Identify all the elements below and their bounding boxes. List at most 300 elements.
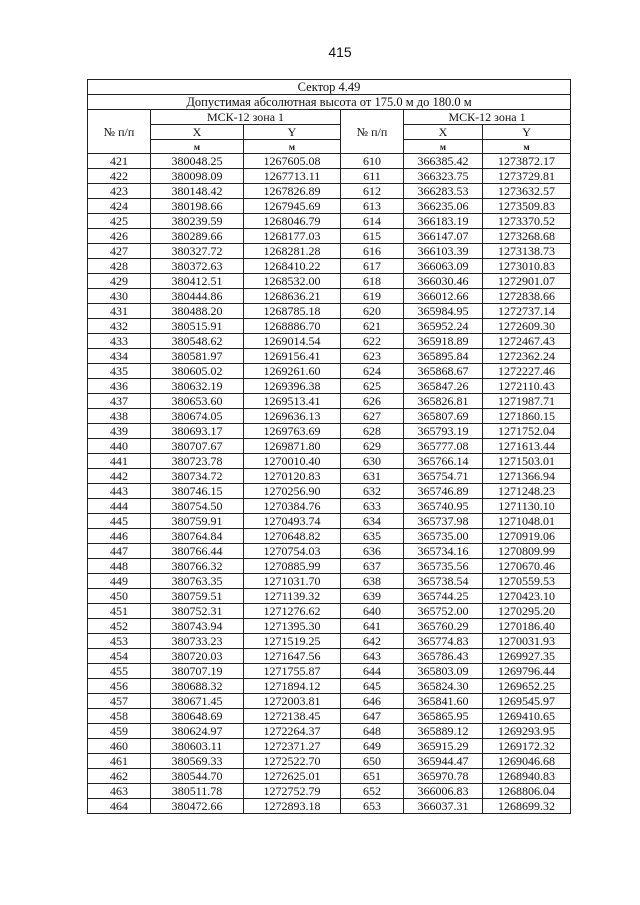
point-number-right: 631 xyxy=(341,469,404,484)
x-coordinate-right: 365737.98 xyxy=(404,514,483,529)
table-row xyxy=(88,724,571,739)
y-coordinate-right: 1272901.07 xyxy=(483,274,571,289)
x-coordinate-left: 380766.44 xyxy=(151,544,244,559)
point-number-left: 421 xyxy=(88,154,151,169)
x-coordinate-right: 365944.47 xyxy=(404,754,483,769)
y-coordinate-left: 1269513.41 xyxy=(244,394,341,409)
point-number-right: 647 xyxy=(341,709,404,724)
x-coordinate-right: 365895.84 xyxy=(404,349,483,364)
y-coordinate-left: 1267826.89 xyxy=(244,184,341,199)
x-coordinate-right: 365777.08 xyxy=(404,439,483,454)
y-coordinate-right: 1269410.65 xyxy=(483,709,571,724)
y-coordinate-right: 1270295.20 xyxy=(483,604,571,619)
x-coordinate-left: 380239.59 xyxy=(151,214,244,229)
y-coordinate-left: 1270648.82 xyxy=(244,529,341,544)
zone-header-left: МСК-12 зона 1 xyxy=(151,110,341,125)
point-number-left: 462 xyxy=(88,769,151,784)
point-number-right: 630 xyxy=(341,454,404,469)
table-row xyxy=(88,469,571,484)
y-coordinate-right: 1270919.06 xyxy=(483,529,571,544)
point-number-left: 457 xyxy=(88,694,151,709)
column-header-x-left: X xyxy=(151,125,244,140)
table-row xyxy=(88,574,571,589)
y-coordinate-left: 1269156.41 xyxy=(244,349,341,364)
table-row xyxy=(88,409,571,424)
y-coordinate-right: 1272362.24 xyxy=(483,349,571,364)
y-coordinate-right: 1272110.43 xyxy=(483,379,571,394)
y-coordinate-left: 1269763.69 xyxy=(244,424,341,439)
x-coordinate-left: 380754.50 xyxy=(151,499,244,514)
y-coordinate-right: 1273138.73 xyxy=(483,244,571,259)
point-number-right: 652 xyxy=(341,784,404,799)
x-coordinate-right: 366037.31 xyxy=(404,799,483,814)
table-row xyxy=(88,154,571,169)
point-number-left: 434 xyxy=(88,349,151,364)
y-coordinate-right: 1273632.57 xyxy=(483,184,571,199)
x-coordinate-right: 365824.30 xyxy=(404,679,483,694)
x-coordinate-left: 380707.67 xyxy=(151,439,244,454)
point-number-left: 426 xyxy=(88,229,151,244)
point-number-right: 618 xyxy=(341,274,404,289)
point-number-left: 443 xyxy=(88,484,151,499)
point-number-right: 640 xyxy=(341,604,404,619)
x-coordinate-right: 366030.46 xyxy=(404,274,483,289)
table-row xyxy=(88,634,571,649)
table-row xyxy=(88,649,571,664)
y-coordinate-left: 1272893.18 xyxy=(244,799,341,814)
y-coordinate-right: 1271860.15 xyxy=(483,409,571,424)
x-coordinate-left: 380734.72 xyxy=(151,469,244,484)
point-number-right: 638 xyxy=(341,574,404,589)
x-coordinate-right: 365793.19 xyxy=(404,424,483,439)
point-number-right: 635 xyxy=(341,529,404,544)
y-coordinate-left: 1272003.81 xyxy=(244,694,341,709)
point-number-left: 432 xyxy=(88,319,151,334)
table-row xyxy=(88,304,571,319)
point-number-left: 429 xyxy=(88,274,151,289)
x-coordinate-right: 366012.66 xyxy=(404,289,483,304)
x-coordinate-left: 380444.86 xyxy=(151,289,244,304)
unit-y-right: м xyxy=(483,140,571,154)
y-coordinate-left: 1269396.38 xyxy=(244,379,341,394)
table-row xyxy=(88,334,571,349)
point-number-right: 626 xyxy=(341,394,404,409)
x-coordinate-left: 380581.97 xyxy=(151,349,244,364)
point-number-right: 611 xyxy=(341,169,404,184)
x-coordinate-left: 380048.25 xyxy=(151,154,244,169)
x-coordinate-right: 365952.24 xyxy=(404,319,483,334)
table-row xyxy=(88,559,571,574)
y-coordinate-right: 1273268.68 xyxy=(483,229,571,244)
point-number-left: 449 xyxy=(88,574,151,589)
point-number-right: 620 xyxy=(341,304,404,319)
point-number-right: 644 xyxy=(341,664,404,679)
x-coordinate-right: 365760.29 xyxy=(404,619,483,634)
y-coordinate-right: 1269293.95 xyxy=(483,724,571,739)
point-number-left: 437 xyxy=(88,394,151,409)
y-coordinate-left: 1269871.80 xyxy=(244,439,341,454)
x-coordinate-left: 380198.66 xyxy=(151,199,244,214)
point-number-left: 447 xyxy=(88,544,151,559)
x-coordinate-right: 365754.71 xyxy=(404,469,483,484)
x-coordinate-left: 380733.23 xyxy=(151,634,244,649)
y-coordinate-left: 1269636.13 xyxy=(244,409,341,424)
x-coordinate-right: 365746.89 xyxy=(404,484,483,499)
unit-x-right: м xyxy=(404,140,483,154)
point-number-left: 433 xyxy=(88,334,151,349)
point-number-right: 645 xyxy=(341,679,404,694)
x-coordinate-right: 365766.14 xyxy=(404,454,483,469)
y-coordinate-right: 1270031.93 xyxy=(483,634,571,649)
y-coordinate-right: 1270186.40 xyxy=(483,619,571,634)
table-row xyxy=(88,184,571,199)
table-row xyxy=(88,484,571,499)
x-coordinate-left: 380548.62 xyxy=(151,334,244,349)
table-row xyxy=(88,214,571,229)
point-number-left: 464 xyxy=(88,799,151,814)
y-coordinate-left: 1272752.79 xyxy=(244,784,341,799)
x-coordinate-right: 365865.95 xyxy=(404,709,483,724)
point-number-right: 642 xyxy=(341,634,404,649)
point-number-left: 461 xyxy=(88,754,151,769)
y-coordinate-left: 1271755.87 xyxy=(244,664,341,679)
point-number-left: 430 xyxy=(88,289,151,304)
y-coordinate-right: 1269796.44 xyxy=(483,664,571,679)
table-row xyxy=(88,454,571,469)
table-row xyxy=(88,514,571,529)
x-coordinate-right: 365786.43 xyxy=(404,649,483,664)
x-coordinate-right: 365774.83 xyxy=(404,634,483,649)
x-coordinate-left: 380688.32 xyxy=(151,679,244,694)
point-number-left: 424 xyxy=(88,199,151,214)
point-number-left: 448 xyxy=(88,559,151,574)
y-coordinate-left: 1270384.76 xyxy=(244,499,341,514)
y-coordinate-left: 1270885.99 xyxy=(244,559,341,574)
y-coordinate-left: 1267945.69 xyxy=(244,199,341,214)
point-number-right: 612 xyxy=(341,184,404,199)
x-coordinate-left: 380720.03 xyxy=(151,649,244,664)
y-coordinate-left: 1272264.37 xyxy=(244,724,341,739)
x-coordinate-left: 380752.31 xyxy=(151,604,244,619)
table-row xyxy=(88,244,571,259)
x-coordinate-right: 366183.19 xyxy=(404,214,483,229)
column-header-y-left: Y xyxy=(244,125,341,140)
y-coordinate-right: 1272609.30 xyxy=(483,319,571,334)
y-coordinate-left: 1268410.22 xyxy=(244,259,341,274)
x-coordinate-left: 380472.66 xyxy=(151,799,244,814)
table-row xyxy=(88,709,571,724)
x-coordinate-right: 365735.00 xyxy=(404,529,483,544)
point-number-left: 441 xyxy=(88,454,151,469)
column-header-y-right: Y xyxy=(483,125,571,140)
x-coordinate-left: 380515.91 xyxy=(151,319,244,334)
table-row xyxy=(88,544,571,559)
y-coordinate-right: 1271752.04 xyxy=(483,424,571,439)
point-number-left: 422 xyxy=(88,169,151,184)
table-row xyxy=(88,229,571,244)
y-coordinate-right: 1269046.68 xyxy=(483,754,571,769)
point-number-left: 463 xyxy=(88,784,151,799)
y-coordinate-right: 1271503.01 xyxy=(483,454,571,469)
table-row xyxy=(88,694,571,709)
y-coordinate-left: 1272371.27 xyxy=(244,739,341,754)
x-coordinate-right: 365868.67 xyxy=(404,364,483,379)
column-header-np-left: № п/п xyxy=(88,110,151,154)
unit-y-left: м xyxy=(244,140,341,154)
x-coordinate-right: 365735.56 xyxy=(404,559,483,574)
y-coordinate-right: 1271048.01 xyxy=(483,514,571,529)
point-number-right: 648 xyxy=(341,724,404,739)
y-coordinate-left: 1270493.74 xyxy=(244,514,341,529)
x-coordinate-right: 365970.78 xyxy=(404,769,483,784)
y-coordinate-right: 1270423.10 xyxy=(483,589,571,604)
point-number-left: 425 xyxy=(88,214,151,229)
x-coordinate-right: 365738.54 xyxy=(404,574,483,589)
x-coordinate-right: 366063.09 xyxy=(404,259,483,274)
y-coordinate-right: 1268940.83 xyxy=(483,769,571,784)
point-number-right: 622 xyxy=(341,334,404,349)
y-coordinate-right: 1273872.17 xyxy=(483,154,571,169)
point-number-right: 636 xyxy=(341,544,404,559)
point-number-right: 619 xyxy=(341,289,404,304)
x-coordinate-right: 366006.83 xyxy=(404,784,483,799)
y-coordinate-right: 1271366.94 xyxy=(483,469,571,484)
y-coordinate-right: 1273010.83 xyxy=(483,259,571,274)
x-coordinate-right: 365826.81 xyxy=(404,394,483,409)
y-coordinate-right: 1272467.43 xyxy=(483,334,571,349)
y-coordinate-left: 1267605.08 xyxy=(244,154,341,169)
x-coordinate-left: 380289.66 xyxy=(151,229,244,244)
x-coordinate-right: 365847.26 xyxy=(404,379,483,394)
point-number-right: 641 xyxy=(341,619,404,634)
table-row xyxy=(88,424,571,439)
point-number-right: 651 xyxy=(341,769,404,784)
y-coordinate-right: 1270559.53 xyxy=(483,574,571,589)
table-row xyxy=(88,619,571,634)
y-coordinate-left: 1268532.00 xyxy=(244,274,341,289)
point-number-right: 629 xyxy=(341,439,404,454)
table-row xyxy=(88,349,571,364)
table-row xyxy=(88,769,571,784)
x-coordinate-left: 380624.97 xyxy=(151,724,244,739)
y-coordinate-left: 1268177.03 xyxy=(244,229,341,244)
column-header-x-right: X xyxy=(404,125,483,140)
y-coordinate-left: 1271139.32 xyxy=(244,589,341,604)
x-coordinate-left: 380671.45 xyxy=(151,694,244,709)
y-coordinate-left: 1270120.83 xyxy=(244,469,341,484)
point-number-left: 438 xyxy=(88,409,151,424)
point-number-left: 450 xyxy=(88,589,151,604)
column-header-np-right: № п/п xyxy=(341,110,404,154)
table-row xyxy=(88,169,571,184)
page-number: 415 xyxy=(328,44,352,60)
point-number-left: 439 xyxy=(88,424,151,439)
y-coordinate-left: 1272522.70 xyxy=(244,754,341,769)
point-number-left: 453 xyxy=(88,634,151,649)
x-coordinate-left: 380605.02 xyxy=(151,364,244,379)
x-coordinate-right: 366283.53 xyxy=(404,184,483,199)
x-coordinate-left: 380327.72 xyxy=(151,244,244,259)
point-number-right: 633 xyxy=(341,499,404,514)
table-row xyxy=(88,739,571,754)
point-number-left: 442 xyxy=(88,469,151,484)
point-number-left: 436 xyxy=(88,379,151,394)
point-number-right: 617 xyxy=(341,259,404,274)
x-coordinate-left: 380511.78 xyxy=(151,784,244,799)
x-coordinate-right: 365984.95 xyxy=(404,304,483,319)
x-coordinate-right: 366323.75 xyxy=(404,169,483,184)
x-coordinate-right: 365744.25 xyxy=(404,589,483,604)
point-number-right: 616 xyxy=(341,244,404,259)
table-row xyxy=(88,784,571,799)
x-coordinate-right: 365752.00 xyxy=(404,604,483,619)
point-number-left: 440 xyxy=(88,439,151,454)
point-number-right: 650 xyxy=(341,754,404,769)
table-row xyxy=(88,604,571,619)
point-number-left: 423 xyxy=(88,184,151,199)
y-coordinate-right: 1273509.83 xyxy=(483,199,571,214)
y-coordinate-right: 1270809.99 xyxy=(483,544,571,559)
point-number-left: 451 xyxy=(88,604,151,619)
point-number-left: 427 xyxy=(88,244,151,259)
x-coordinate-left: 380766.32 xyxy=(151,559,244,574)
y-coordinate-right: 1269545.97 xyxy=(483,694,571,709)
y-coordinate-left: 1271647.56 xyxy=(244,649,341,664)
table-row xyxy=(88,664,571,679)
point-number-right: 623 xyxy=(341,349,404,364)
x-coordinate-left: 380743.94 xyxy=(151,619,244,634)
point-number-right: 628 xyxy=(341,424,404,439)
unit-x-left: м xyxy=(151,140,244,154)
point-number-left: 460 xyxy=(88,739,151,754)
y-coordinate-left: 1271276.62 xyxy=(244,604,341,619)
table-row xyxy=(88,289,571,304)
point-number-left: 431 xyxy=(88,304,151,319)
table-row xyxy=(88,754,571,769)
y-coordinate-right: 1271130.10 xyxy=(483,499,571,514)
x-coordinate-right: 366147.07 xyxy=(404,229,483,244)
x-coordinate-left: 380653.60 xyxy=(151,394,244,409)
point-number-right: 646 xyxy=(341,694,404,709)
x-coordinate-right: 365841.60 xyxy=(404,694,483,709)
x-coordinate-left: 380544.70 xyxy=(151,769,244,784)
point-number-right: 613 xyxy=(341,199,404,214)
table-row xyxy=(88,799,571,814)
zone-header-right: МСК-12 зона 1 xyxy=(404,110,571,125)
table-body xyxy=(88,154,571,814)
point-number-right: 637 xyxy=(341,559,404,574)
table-row xyxy=(88,439,571,454)
y-coordinate-left: 1272138.45 xyxy=(244,709,341,724)
x-coordinate-right: 366385.42 xyxy=(404,154,483,169)
height-range: Допустимая абсолютная высота от 175.0 м до 180.0 м xyxy=(88,95,571,110)
x-coordinate-left: 380764.84 xyxy=(151,529,244,544)
point-number-right: 639 xyxy=(341,589,404,604)
y-coordinate-right: 1268806.04 xyxy=(483,784,571,799)
x-coordinate-left: 380746.15 xyxy=(151,484,244,499)
x-coordinate-left: 380707.19 xyxy=(151,664,244,679)
x-coordinate-right: 366103.39 xyxy=(404,244,483,259)
point-number-left: 435 xyxy=(88,364,151,379)
y-coordinate-right: 1273729.81 xyxy=(483,169,571,184)
point-number-right: 649 xyxy=(341,739,404,754)
y-coordinate-right: 1271613.44 xyxy=(483,439,571,454)
y-coordinate-left: 1272625.01 xyxy=(244,769,341,784)
y-coordinate-right: 1272737.14 xyxy=(483,304,571,319)
y-coordinate-left: 1268886.70 xyxy=(244,319,341,334)
x-coordinate-right: 366235.06 xyxy=(404,199,483,214)
coordinates-table xyxy=(87,79,571,814)
point-number-right: 615 xyxy=(341,229,404,244)
y-coordinate-right: 1269652.25 xyxy=(483,679,571,694)
point-number-right: 610 xyxy=(341,154,404,169)
y-coordinate-right: 1271248.23 xyxy=(483,484,571,499)
x-coordinate-left: 380632.19 xyxy=(151,379,244,394)
x-coordinate-left: 380763.35 xyxy=(151,574,244,589)
point-number-right: 632 xyxy=(341,484,404,499)
y-coordinate-right: 1271987.71 xyxy=(483,394,571,409)
table-row xyxy=(88,319,571,334)
x-coordinate-left: 380648.69 xyxy=(151,709,244,724)
point-number-left: 452 xyxy=(88,619,151,634)
x-coordinate-right: 365915.29 xyxy=(404,739,483,754)
y-coordinate-left: 1267713.11 xyxy=(244,169,341,184)
point-number-right: 624 xyxy=(341,364,404,379)
y-coordinate-left: 1268636.21 xyxy=(244,289,341,304)
y-coordinate-left: 1269261.60 xyxy=(244,364,341,379)
point-number-right: 627 xyxy=(341,409,404,424)
point-number-right: 625 xyxy=(341,379,404,394)
y-coordinate-right: 1269172.32 xyxy=(483,739,571,754)
y-coordinate-left: 1268281.28 xyxy=(244,244,341,259)
y-coordinate-left: 1270256.90 xyxy=(244,484,341,499)
x-coordinate-left: 380569.33 xyxy=(151,754,244,769)
table-row xyxy=(88,199,571,214)
x-coordinate-right: 365918.89 xyxy=(404,334,483,349)
y-coordinate-left: 1269014.54 xyxy=(244,334,341,349)
x-coordinate-left: 380723.78 xyxy=(151,454,244,469)
x-coordinate-left: 380759.51 xyxy=(151,589,244,604)
y-coordinate-right: 1269927.35 xyxy=(483,649,571,664)
point-number-left: 428 xyxy=(88,259,151,274)
y-coordinate-right: 1272838.66 xyxy=(483,289,571,304)
x-coordinate-left: 380098.09 xyxy=(151,169,244,184)
x-coordinate-right: 365740.95 xyxy=(404,499,483,514)
y-coordinate-left: 1268046.79 xyxy=(244,214,341,229)
y-coordinate-right: 1273370.52 xyxy=(483,214,571,229)
y-coordinate-left: 1268785.18 xyxy=(244,304,341,319)
sector-title: Сектор 4.49 xyxy=(88,80,571,95)
point-number-right: 643 xyxy=(341,649,404,664)
table-row xyxy=(88,679,571,694)
table-row xyxy=(88,529,571,544)
x-coordinate-left: 380148.42 xyxy=(151,184,244,199)
y-coordinate-left: 1271894.12 xyxy=(244,679,341,694)
x-coordinate-left: 380488.20 xyxy=(151,304,244,319)
x-coordinate-left: 380372.63 xyxy=(151,259,244,274)
x-coordinate-right: 365807.69 xyxy=(404,409,483,424)
y-coordinate-left: 1271031.70 xyxy=(244,574,341,589)
x-coordinate-right: 365889.12 xyxy=(404,724,483,739)
table-row xyxy=(88,364,571,379)
y-coordinate-left: 1270010.40 xyxy=(244,454,341,469)
point-number-right: 634 xyxy=(341,514,404,529)
table-row xyxy=(88,259,571,274)
x-coordinate-left: 380603.11 xyxy=(151,739,244,754)
table-row xyxy=(88,589,571,604)
point-number-left: 445 xyxy=(88,514,151,529)
point-number-left: 455 xyxy=(88,664,151,679)
